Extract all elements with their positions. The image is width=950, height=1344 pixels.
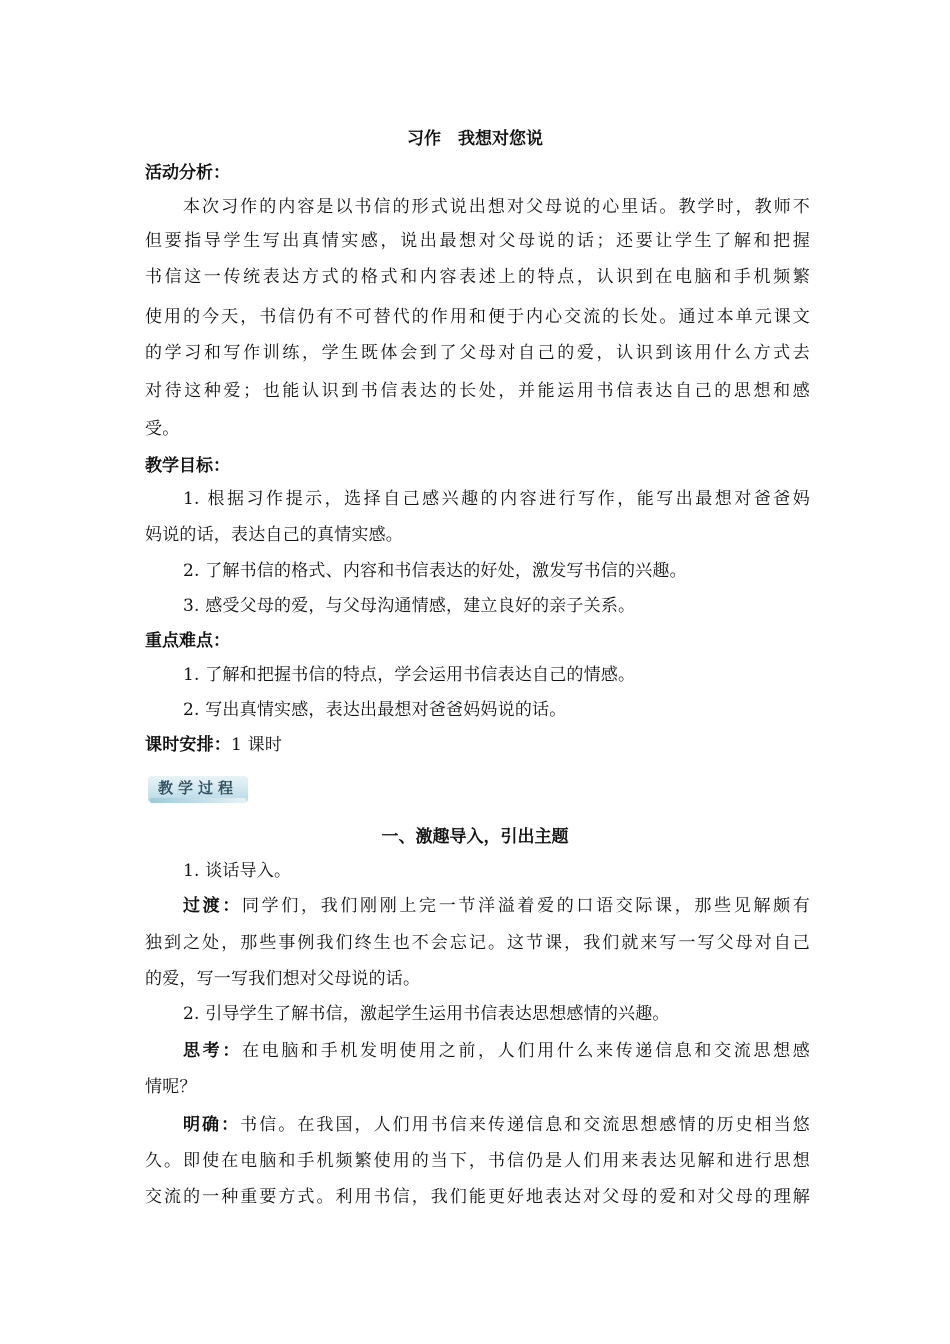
badge-label: 教学过程: [157, 779, 238, 797]
schedule-line: [145, 734, 810, 756]
section-title: 一、激趣导入，引出主题: [381, 827, 569, 847]
think-label: 思考：: [183, 1041, 243, 1061]
paragraph-line: 本次习作的内容是以书信的形式说出想对父母说的心里话。教学时，教师不: [183, 197, 810, 217]
paragraph-line: 但要指导学生写出真情实感，说出最想对父母说的话；还要让学生了解和把握: [145, 231, 810, 251]
goal-item-continued: 妈说的话，表达自己的真情实感。: [145, 525, 403, 545]
think-text: 在电脑和手机发明使用之前，人们用什么来传递信息和交流思想感: [242, 1041, 810, 1061]
page-title: 习作 我想对您说: [407, 129, 543, 149]
goal-item: 3. 感受父母的爱，与父母沟通情感，建立良好的亲子关系。: [183, 596, 636, 616]
paragraph-line: 独到之处，那些事例我们终生也不会忘记。这节课，我们就来写一写父母对自己: [145, 933, 810, 953]
paragraph-line: 情呢？: [145, 1077, 197, 1097]
key-points-heading: 重点难点：: [145, 631, 230, 651]
goals-heading: 教学目标：: [145, 456, 230, 476]
goal-item: 1. 根据习作提示，选择自己感兴趣的内容进行写作，能写出最想对爸爸妈: [183, 489, 810, 509]
key-point-item: 2. 写出真情实感，表达出最想对爸爸妈妈说的话。: [183, 700, 567, 720]
transition-text: 同学们，我们刚刚上完一节洋溢着爱的口语交际课，那些见解颇有: [242, 896, 810, 916]
item-guide: 2. 引导学生了解书信，激起学生运用书信表达思想感情的兴趣。: [183, 1004, 670, 1024]
schedule-heading: 课时安排：: [145, 735, 231, 755]
paragraph-line: 受。: [145, 419, 180, 439]
teaching-process-badge: [148, 776, 248, 802]
paragraph-line: 的爱，写一写我们想对父母说的话。: [145, 969, 421, 989]
goal-item: 2. 了解书信的格式、内容和书信表达的好处，激发写书信的兴趣。: [183, 561, 687, 581]
badge-underline: [150, 798, 246, 803]
activity-analysis-heading: 活动分析：: [145, 163, 230, 183]
key-point-item: 1. 了解和把握书信的特点，学会运用书信表达自己的情感。: [183, 665, 636, 685]
transition-label: 过渡：: [183, 896, 243, 916]
paragraph-line: 对待这种爱；也能认识到书信表达的长处，并能运用书信表达自己的思想和感: [145, 381, 810, 401]
paragraph-line: 书信这一传统表达方式的格式和内容表述上的特点，认识到在电脑和手机频繁: [145, 267, 810, 287]
paragraph-line: 交流的一种重要方式。利用书信，我们能更好地表达对父母的爱和对父母的理解: [145, 1187, 810, 1207]
transition-paragraph-line: [183, 895, 810, 917]
paragraph-line: 久。即使在电脑和手机频繁使用的当下，书信仍是人们用来表达见解和进行思想: [145, 1151, 810, 1171]
clarify-label: 明确：: [183, 1115, 241, 1135]
paragraph-line: 使用的今天，书信仍有不可替代的作用和便于内心交流的长处。通过本单元课文: [145, 307, 810, 327]
item-talk-intro: 1. 谈话导入。: [183, 861, 292, 881]
clarify-paragraph-line: [183, 1114, 810, 1136]
clarify-text: 书信。在我国，人们用书信来传递信息和交流思想感情的历史相当悠: [240, 1115, 810, 1135]
schedule-value: 1 课时: [231, 735, 283, 755]
think-paragraph-line: [183, 1040, 810, 1062]
paragraph-line: 的学习和写作训练，学生既体会到了父母对自己的爱，认识到该用什么方式去: [145, 343, 810, 363]
